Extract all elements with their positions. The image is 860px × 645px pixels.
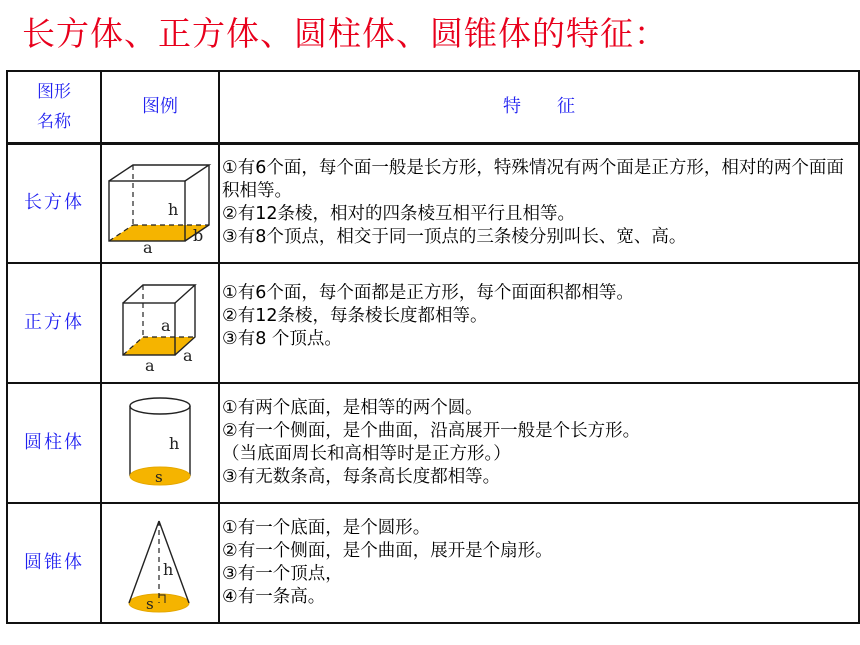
cuboid-top-edges [109, 165, 209, 181]
table-row-cube [7, 263, 859, 383]
feature-item: ②有12条棱，相对的四条棱互相平行且相等。 [222, 204, 575, 225]
feature-item: ①有6个面，每个面一般是长方形，特殊情况有两个面是正方形，相对的两个面面积相等。 [222, 158, 844, 202]
header-figure-label: 图例 [142, 95, 178, 117]
cylinder-figure [105, 389, 215, 497]
feature-item: ①有一个底面，是个圆形。 [222, 518, 431, 538]
figure-cell-cuboid [101, 143, 219, 263]
feature-item: ③有一个顶点， [222, 564, 343, 584]
cuboid-figure [105, 153, 215, 253]
cylinder-top-ellipse [130, 398, 190, 414]
feature-item: ②有一个侧面，是个曲面，展开是个扇形。 [222, 541, 553, 561]
cube-figure [105, 271, 215, 375]
table-row-cylinder [7, 383, 859, 503]
cone-label-h: h [163, 560, 174, 579]
cone-label-s: s [146, 595, 154, 613]
features-cell-cuboid [219, 143, 859, 263]
features-cell-cone [219, 503, 859, 623]
cube-label-a-width: a [183, 346, 193, 365]
feature-item: ③有8 个顶点。 [222, 329, 342, 349]
shape-name-cylinder: 圆柱体 [7, 383, 101, 503]
figure-cell-cone [101, 503, 219, 623]
header-features-cell [219, 71, 859, 143]
header-features-label: 特 征 [503, 95, 575, 117]
feature-item: ①有两个底面，是相等的两个圆。 [222, 398, 483, 418]
table-header-row [7, 71, 859, 143]
cube-top-edges [123, 285, 195, 303]
header-figure-cell [101, 71, 219, 143]
figure-cell-cylinder [101, 383, 219, 503]
shape-name-cube: 正方体 [7, 263, 101, 383]
cone-figure [105, 509, 215, 617]
feature-item: ②有一个侧面，是个曲面，沿高展开一般是个长方形。 [222, 421, 641, 441]
feature-item: ③有无数条高，每条高长度都相等。 [222, 467, 501, 487]
header-name-line2: 名称 [37, 111, 71, 132]
cuboid-label-a: a [143, 238, 153, 254]
feature-item: ①有6个面，每个面都是正方形，每个面面积都相等。 [222, 283, 634, 303]
shape-name-cuboid: 长方体 [7, 143, 101, 263]
feature-item: ③有8个顶点，相交于同一顶点的三条棱分别叫长、宽、高。 [222, 227, 687, 248]
table-row-cuboid [7, 143, 859, 263]
feature-item: （当底面周长和高相等时是正方形。） [222, 444, 511, 464]
header-name-line1: 图形 [37, 81, 71, 102]
features-table [6, 70, 860, 624]
header-name-cell [7, 71, 101, 143]
figure-cell-cube [101, 263, 219, 383]
shape-name-cone: 圆锥体 [7, 503, 101, 623]
page-title: 长方体、正方体、圆柱体、圆锥体的特征： [22, 14, 668, 53]
cone-left-side [129, 521, 159, 603]
cylinder-label-h: h [169, 434, 180, 453]
feature-item: ④有一条高。 [222, 587, 326, 607]
features-cell-cube [219, 263, 859, 383]
feature-item: ②有12条棱，每条棱长度都相等。 [222, 306, 488, 326]
cylinder-label-s: s [155, 468, 163, 486]
cuboid-label-b: b [193, 226, 204, 246]
cube-label-a-height: a [161, 316, 171, 335]
table-row-cone [7, 503, 859, 623]
features-cell-cylinder [219, 383, 859, 503]
cube-label-a-length: a [145, 356, 155, 375]
cuboid-label-h: h [168, 200, 179, 220]
